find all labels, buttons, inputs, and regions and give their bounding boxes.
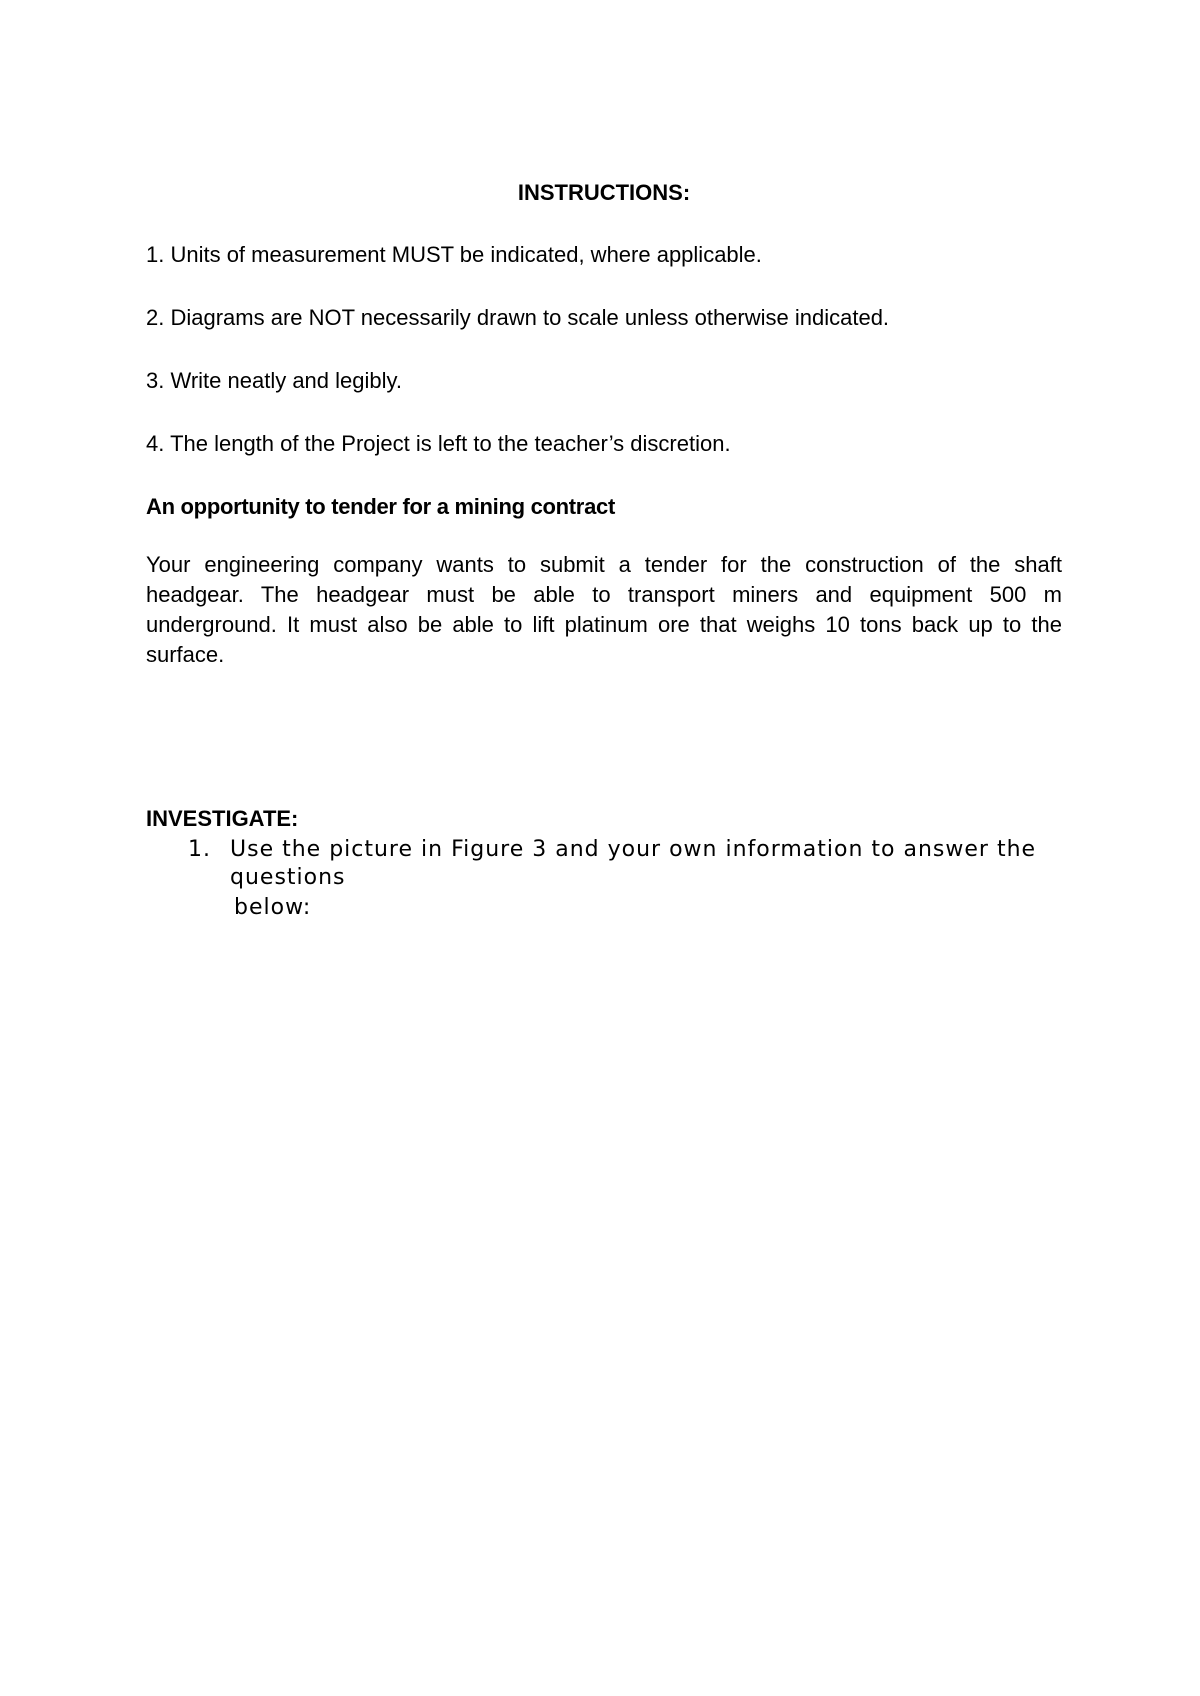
investigate-title: INVESTIGATE: xyxy=(146,806,299,831)
investigate-item xyxy=(146,836,1062,892)
instructions-block xyxy=(146,178,1062,670)
section-paragraph: Your engineering company wants to submit a tender for the construction of the shaft headgear. The headgear must be able to transport miners and equipment 500 m underground. It must also be able to lift platinum ore that weighs 10 tons back up to the surface. xyxy=(146,552,1062,667)
instruction-item: 4. The length of the Project is left to the teacher’s discretion. xyxy=(146,431,731,456)
investigate-item-continuation: below: xyxy=(234,895,312,920)
instruction-item: 1. Units of measurement MUST be indicated, where applicable. xyxy=(146,242,762,267)
instructions-title: INSTRUCTIONS: xyxy=(517,180,691,205)
section-title: An opportunity to tender for a mining contract xyxy=(146,494,615,519)
instruction-item: 3. Write neatly and legibly. xyxy=(146,368,402,393)
investigate-item-number: 1. xyxy=(188,837,211,862)
investigate-block xyxy=(146,804,1062,922)
investigate-item-text: Use the picture in Figure 3 and your own information to answer the questions xyxy=(230,837,1037,890)
instruction-item: 2. Diagrams are NOT necessarily drawn to scale unless otherwise indicated. xyxy=(146,305,890,330)
